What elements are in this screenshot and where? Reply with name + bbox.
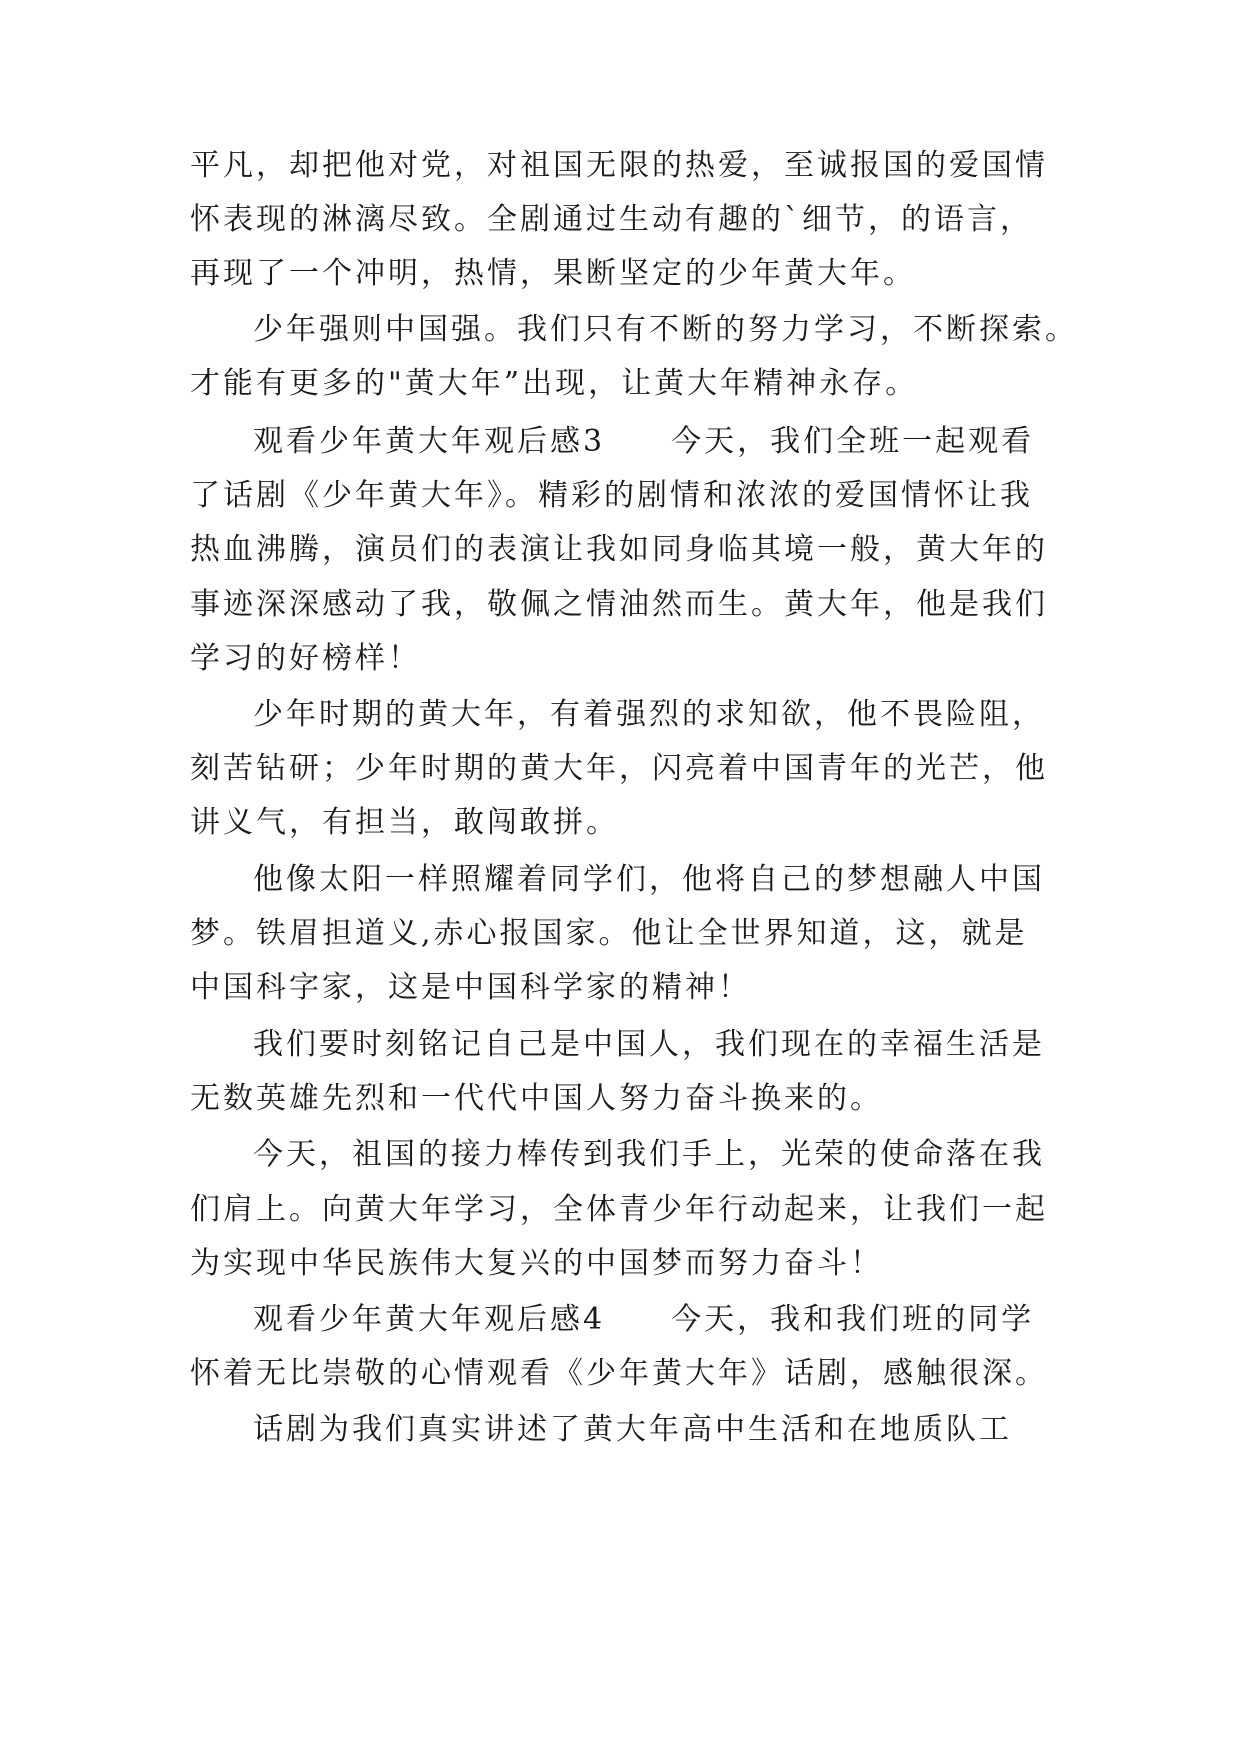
text-line: 们肩上。向黄大年学习，全体青少年行动起来，让我们一起 (190, 1192, 1048, 1227)
text-line: 为实现中华民族伟大复兴的中国梦而努力奋斗！ (190, 1246, 883, 1281)
text-line: 怀着无比崇敬的心情观看《少年黄大年》话剧，感触很深。 (190, 1356, 1048, 1391)
text-line: 才能有更多的"黄大年”出现，让黄大年精神永存。 (190, 366, 919, 401)
text-line: 话剧为我们真实讲述了黄大年高中生活和在地质队工 (253, 1412, 1012, 1447)
text-line: 讲义气，有担当，敢闯敢拼。 (190, 805, 619, 840)
text-line: 平凡，却把他对党，对祖国无限的热爱，至诚报国的爱国情 (190, 148, 1048, 183)
text-line: 梦。铁眉担道义,赤心报国家。他让全世界知道，这，就是 (190, 916, 1028, 951)
text-line: 我们要时刻铭记自己是中国人，我们现在的幸福生活是 (253, 1027, 1045, 1062)
section-heading: 观看少年黄大年观后感4 今天，我和我们班的同学 (253, 1302, 1035, 1337)
text-line: 学习的好榜样！ (190, 641, 421, 676)
text-line: 怀表现的淋漓尽致。全剧通过生动有趣的`细节，的语言， (190, 202, 1033, 237)
text-line: 中国科字家，这是中国科学家的精神！ (190, 970, 751, 1005)
text-line: 再现了一个冲明，热情，果断坚定的少年黄大年。 (190, 256, 916, 291)
text-line: 少年强则中国强。我们只有不断的努力学习，不断探索。 (253, 312, 1078, 347)
text-line: 今天，祖国的接力棒传到我们手上，光荣的使命落在我 (253, 1137, 1045, 1172)
text-line: 少年时期的黄大年，有着强烈的求知欲，他不畏险阻， (253, 697, 1045, 732)
text-line: 了话剧《少年黄大年》。精彩的剧情和浓浓的爱国情怀让我 (190, 478, 1033, 513)
text-line: 热血沸腾，演员们的表演让我如同身临其境一般，黄大年的 (190, 532, 1048, 567)
text-line: 无数英雄先烈和一代代中国人努力奋斗换来的。 (190, 1081, 883, 1116)
section-heading: 观看少年黄大年观后感3 今天，我们全班一起观看 (253, 424, 1035, 459)
text-line: 他像太阳一样照耀着同学们，他将自己的梦想融人中国 (253, 862, 1045, 897)
text-line: 事迹深深感动了我，敬佩之情油然而生。黄大年，他是我们 (190, 587, 1048, 622)
text-line: 刻苦钻研；少年时期的黄大年，闪亮着中国青年的光芒，他 (190, 751, 1048, 786)
